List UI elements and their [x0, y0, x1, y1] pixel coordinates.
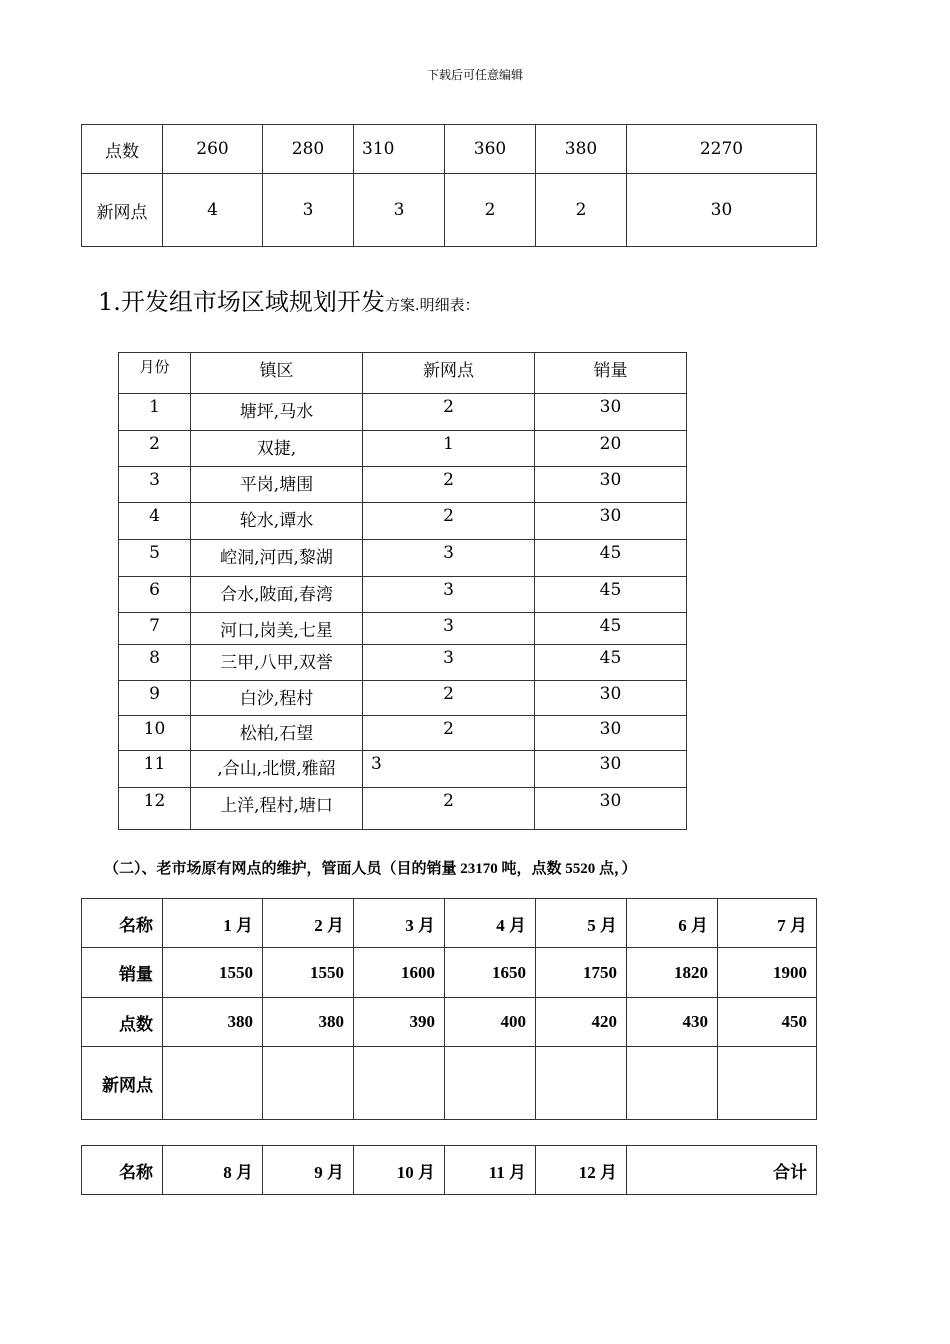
section2-title: （二）、老市场原有网点的维护，管面人员（目的销量 23170 吨，点数 5520 点，）: [104, 861, 637, 877]
table-row: [119, 394, 687, 431]
month-cell: 9: [119, 681, 191, 716]
table-row: [82, 174, 817, 247]
heading-sub: 方案.明细表：: [384, 296, 480, 314]
old-market-table-continued: [81, 1145, 817, 1195]
town-cell: 三甲,八甲,双誉: [191, 645, 363, 681]
row-label: 新网点: [82, 174, 163, 247]
table-cell: 450: [718, 998, 817, 1047]
table-cell: 5 月: [536, 899, 627, 948]
month-cell: 5: [119, 540, 191, 577]
sales-cell: 30: [535, 467, 687, 503]
town-cell: 上洋,程村,塘口: [191, 788, 363, 830]
table-cell: [718, 1047, 817, 1120]
header-note: 下载后可任意编辑: [426, 68, 523, 82]
table-cell: 1820: [627, 948, 718, 998]
month-cell: 6: [119, 577, 191, 613]
table-row: [119, 613, 687, 645]
table-cell: 1550: [263, 948, 354, 998]
table-cell: 400: [445, 998, 536, 1047]
table-row: [82, 948, 817, 998]
row-label: 新网点: [82, 1047, 163, 1120]
month-cell: 1: [119, 394, 191, 431]
table-row: [119, 788, 687, 830]
sales-cell: 30: [535, 503, 687, 540]
table-cell: 360: [445, 125, 536, 174]
table-row: [119, 751, 687, 788]
table-row: [119, 681, 687, 716]
new-points-cell: 3: [363, 540, 535, 577]
town-cell: 双捷,: [191, 431, 363, 467]
table-cell: [627, 1047, 718, 1120]
sales-cell: 45: [535, 540, 687, 577]
row-label: 销量: [82, 948, 163, 998]
table-cell: 合计: [627, 1146, 817, 1195]
table-cell: 4 月: [445, 899, 536, 948]
town-cell: 白沙,程村: [191, 681, 363, 716]
new-points-cell: 2: [363, 681, 535, 716]
table-cell: 420: [536, 998, 627, 1047]
table-cell: 1600: [354, 948, 445, 998]
table-cell: 1650: [445, 948, 536, 998]
sales-cell: 45: [535, 645, 687, 681]
table-cell: 430: [627, 998, 718, 1047]
new-points-cell: 3: [363, 577, 535, 613]
sales-cell: 30: [535, 681, 687, 716]
table-cell: 8 月: [163, 1146, 263, 1195]
table-row: [82, 1146, 817, 1195]
table-header-row: [119, 353, 687, 394]
new-points-cell: 2: [363, 503, 535, 540]
table-row: [82, 1047, 817, 1120]
table-cell: [445, 1047, 536, 1120]
table-row: [119, 467, 687, 503]
table-cell: 4: [163, 174, 263, 247]
sales-cell: 45: [535, 613, 687, 645]
table-cell: 310: [354, 125, 445, 174]
new-points-cell: 3: [363, 751, 535, 788]
table-row: [82, 998, 817, 1047]
table-cell: 11 月: [445, 1146, 536, 1195]
header-new-points: 新网点: [363, 353, 535, 394]
table-row: [119, 540, 687, 577]
town-cell: 松柏,石望: [191, 716, 363, 751]
town-cell: ,合山,北惯,雅韶: [191, 751, 363, 788]
new-points-cell: 1: [363, 431, 535, 467]
sales-cell: 30: [535, 716, 687, 751]
table-cell: 1900: [718, 948, 817, 998]
region-plan-table: [118, 352, 687, 830]
table-row: [82, 125, 817, 174]
new-points-cell: 2: [363, 788, 535, 830]
row-label: 名称: [82, 1146, 163, 1195]
table-row: [119, 431, 687, 467]
table-cell: 380: [263, 998, 354, 1047]
old-market-table: [81, 898, 817, 1120]
new-points-cell: 2: [363, 394, 535, 431]
sales-cell: 30: [535, 788, 687, 830]
new-points-cell: 3: [363, 645, 535, 681]
town-cell: 崆洞,河西,黎湖: [191, 540, 363, 577]
row-label: 点数: [82, 125, 163, 174]
sales-cell: 30: [535, 394, 687, 431]
new-points-cell: 2: [363, 467, 535, 503]
town-cell: 平岗,塘围: [191, 467, 363, 503]
town-cell: 合水,陂面,春湾: [191, 577, 363, 613]
month-cell: 4: [119, 503, 191, 540]
table-row: [119, 503, 687, 540]
sales-cell: 20: [535, 431, 687, 467]
table-cell: 2270: [627, 125, 817, 174]
header-town: 镇区: [191, 353, 363, 394]
table-cell: 1 月: [163, 899, 263, 948]
table-cell: 1750: [536, 948, 627, 998]
table-cell: [163, 1047, 263, 1120]
table-cell: 9 月: [263, 1146, 354, 1195]
table-cell: 12 月: [536, 1146, 627, 1195]
month-cell: 2: [119, 431, 191, 467]
table-row: [119, 577, 687, 613]
month-cell: 3: [119, 467, 191, 503]
table-cell: [354, 1047, 445, 1120]
month-cell: 12: [119, 788, 191, 830]
town-cell: 河口,岗美,七星: [191, 613, 363, 645]
summary-table: [81, 124, 817, 247]
month-cell: 10: [119, 716, 191, 751]
sales-cell: 30: [535, 751, 687, 788]
town-cell: 塘坪,马水: [191, 394, 363, 431]
table-row: [119, 645, 687, 681]
table-cell: 2: [536, 174, 627, 247]
table-cell: 3: [263, 174, 354, 247]
new-points-cell: 2: [363, 716, 535, 751]
table-cell: 6 月: [627, 899, 718, 948]
month-cell: 7: [119, 613, 191, 645]
table-cell: 1550: [163, 948, 263, 998]
town-cell: 轮水,谭水: [191, 503, 363, 540]
table-row: [119, 716, 687, 751]
heading-main: 1.开发组市场区域规划开发: [98, 288, 385, 316]
table-cell: 380: [536, 125, 627, 174]
table-row: [82, 899, 817, 948]
row-label: 名称: [82, 899, 163, 948]
section-heading: [98, 282, 480, 317]
table-cell: 280: [263, 125, 354, 174]
table-cell: 390: [354, 998, 445, 1047]
table-cell: [263, 1047, 354, 1120]
table-cell: 30: [627, 174, 817, 247]
table-cell: 7 月: [718, 899, 817, 948]
row-label: 点数: [82, 998, 163, 1047]
table-cell: 2: [445, 174, 536, 247]
new-points-cell: 3: [363, 613, 535, 645]
table-cell: 2 月: [263, 899, 354, 948]
month-cell: 11: [119, 751, 191, 788]
header-sales: 销量: [535, 353, 687, 394]
table-cell: [536, 1047, 627, 1120]
table-cell: 380: [163, 998, 263, 1047]
table-cell: 10 月: [354, 1146, 445, 1195]
table-cell: 260: [163, 125, 263, 174]
header-month: 月份: [119, 353, 191, 394]
table-cell: 3 月: [354, 899, 445, 948]
sales-cell: 45: [535, 577, 687, 613]
month-cell: 8: [119, 645, 191, 681]
table-cell: 3: [354, 174, 445, 247]
